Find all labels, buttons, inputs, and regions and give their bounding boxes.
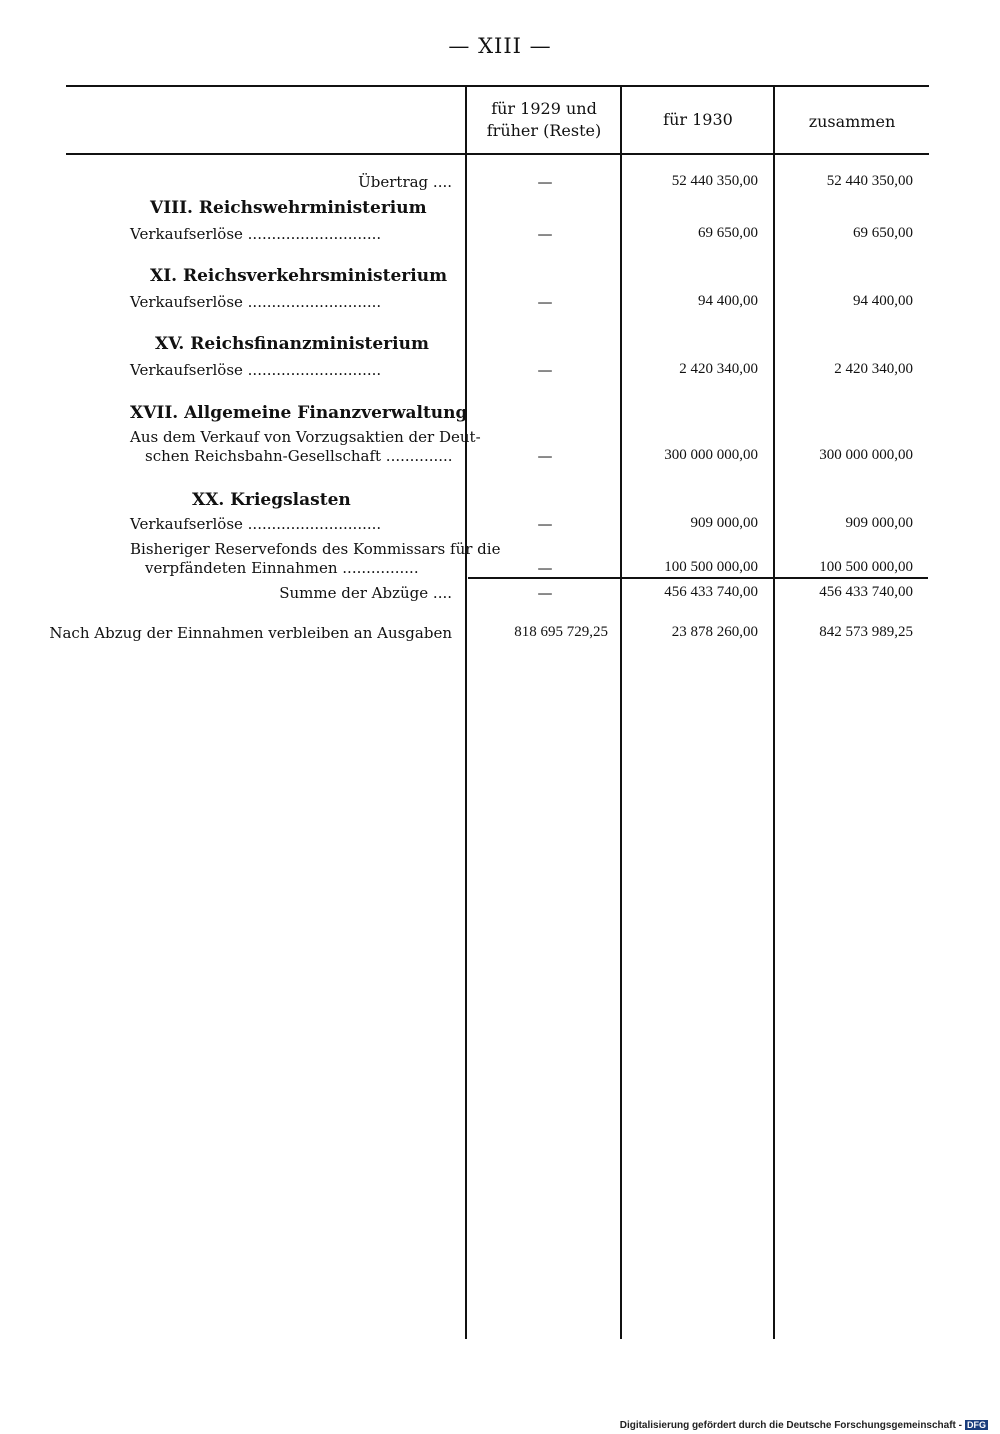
xi-label: Verkaufserlöse ............................ bbox=[130, 293, 382, 311]
final-col3: 842 573 989,25 bbox=[819, 624, 913, 640]
xvii-col3: 300 000 000,00 bbox=[819, 447, 913, 463]
uebertrag-label: Übertrag .... bbox=[358, 173, 452, 191]
xv-col3: 2 420 340,00 bbox=[834, 361, 913, 377]
summe-col2: 456 433 740,00 bbox=[664, 584, 758, 600]
viii-col1: — bbox=[537, 225, 553, 243]
xv-label: Verkaufserlöse ............................ bbox=[130, 361, 382, 379]
xv-col2: 2 420 340,00 bbox=[679, 361, 758, 377]
header-col-1929-line2: früher (Reste) bbox=[486, 121, 602, 140]
section-xv-title: XV. Reichsfinanzministerium bbox=[155, 334, 429, 354]
xx-b-col3: 100 500 000,00 bbox=[819, 559, 913, 575]
viii-label: Verkaufserlöse ............................ bbox=[130, 225, 382, 243]
xvii-col1: — bbox=[537, 447, 553, 465]
sum-rule bbox=[468, 577, 928, 579]
xx-b-label-line2: verpfändeten Einnahmen ................ bbox=[145, 559, 419, 577]
xvii-col2: 300 000 000,00 bbox=[664, 447, 758, 463]
xi-col2: 94 400,00 bbox=[698, 293, 758, 309]
xx-a-col2: 909 000,00 bbox=[690, 515, 758, 531]
header-col-1929-line1: für 1929 und bbox=[491, 99, 597, 118]
xx-b-col1: — bbox=[537, 559, 553, 577]
section-xx-title: XX. Kriegslasten bbox=[192, 490, 351, 510]
xx-b-col2: 100 500 000,00 bbox=[664, 559, 758, 575]
summe-col1: — bbox=[537, 584, 553, 602]
section-viii-title: VIII. Reichswehrministerium bbox=[150, 198, 427, 218]
xx-a-col1: — bbox=[537, 515, 553, 533]
uebertrag-col1: — bbox=[537, 173, 553, 191]
xx-a-label: Verkaufserlöse ............................ bbox=[130, 515, 382, 533]
uebertrag-col2: 52 440 350,00 bbox=[671, 173, 758, 189]
summe-col3: 456 433 740,00 bbox=[819, 584, 913, 600]
xi-col3: 94 400,00 bbox=[853, 293, 913, 309]
final-label: Nach Abzug der Einnahmen verbleiben an Ausgaben bbox=[49, 624, 452, 642]
dfg-logo: DFG bbox=[967, 1420, 986, 1430]
uebertrag-col3: 52 440 350,00 bbox=[826, 173, 913, 189]
xvii-label-line2: schen Reichsbahn-Gesellschaft .............. bbox=[145, 447, 453, 465]
footer-text: Digitalisierung gefördert durch die Deutsche Forschungsgemeinschaft - bbox=[619, 1420, 962, 1431]
final-col2: 23 878 260,00 bbox=[671, 624, 758, 640]
page-number: — XIII — bbox=[448, 34, 552, 58]
table-top-rule bbox=[66, 85, 929, 87]
final-col1: 818 695 729,25 bbox=[514, 624, 608, 640]
digitization-footer bbox=[620, 1420, 988, 1431]
header-col-total: zusammen bbox=[808, 112, 896, 131]
xvii-label-line1: Aus dem Verkauf von Vorzugsaktien der Deut- bbox=[130, 428, 481, 446]
xi-col1: — bbox=[537, 293, 553, 311]
xx-b-label-line1: Bisheriger Reservefonds des Kommissars für die bbox=[130, 540, 501, 558]
column-divider-3 bbox=[773, 86, 775, 1339]
header-col-1930: für 1930 bbox=[663, 110, 733, 129]
section-xi-title: XI. Reichsverkehrsministerium bbox=[150, 266, 448, 286]
summe-label: Summe der Abzüge .... bbox=[279, 584, 452, 602]
viii-col2: 69 650,00 bbox=[698, 225, 758, 241]
header-col-1929 bbox=[468, 98, 620, 142]
column-divider-2 bbox=[620, 86, 622, 1339]
xv-col1: — bbox=[537, 361, 553, 379]
viii-col3: 69 650,00 bbox=[853, 225, 913, 241]
table-header-rule bbox=[66, 153, 929, 155]
section-xvii-title: XVII. Allgemeine Finanzverwaltung bbox=[130, 403, 468, 423]
column-divider-1 bbox=[465, 86, 467, 1339]
xx-a-col3: 909 000,00 bbox=[845, 515, 913, 531]
